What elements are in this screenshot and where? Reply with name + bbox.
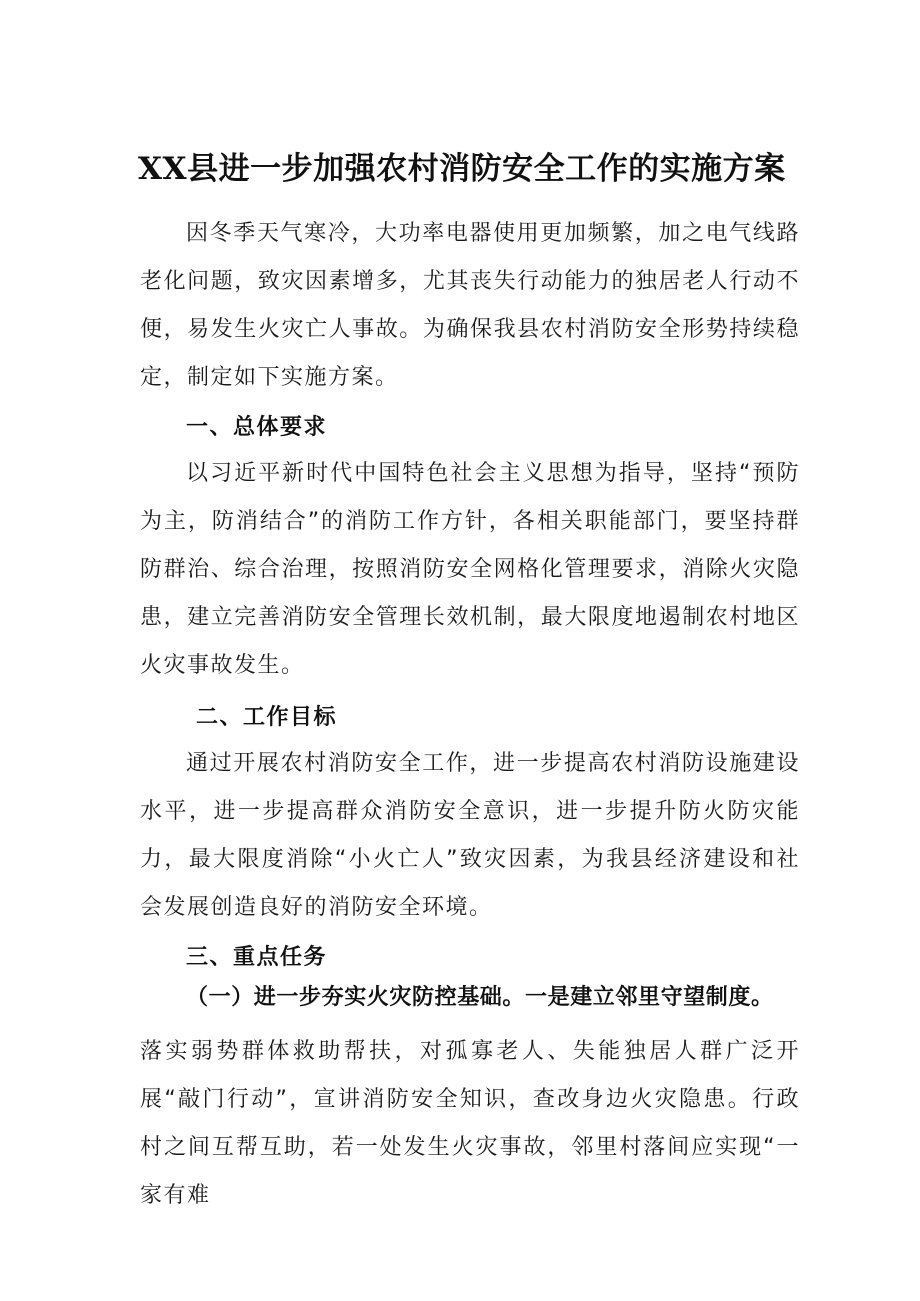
section-paragraph-overall-requirements: 以习近平新时代中国特色社会主义思想为指导，坚持“预防为主，防消结合”的消防工作方针，各相关职能部门，要坚持群防群治、综合治理，按照消防安全网格化管理要求，消除火灾隐患，建立完善消防安全管理长效机制，最大限度地遏制农村地区火灾事故发生。 — [140, 461, 800, 678]
section-paragraph-work-goals: 通过开展农村消防安全工作，进一步提高农村消防设施建设水平，进一步提高群众消防安全意识，进一步提升防火防灾能力，最大限度消除“小火亡人”致灾因素，为我县经济建设和社会发展创造良好的消防安全环境。 — [140, 751, 800, 920]
section-paragraph-key-tasks: 落实弱势群体救助帮扶，对孤寡老人、失能独居人群广泛开展“敲门行动”，宣讲消防安全知识，查改身边火灾隐患。行政村之间互帮互助，若一处发生火灾事故，邻里村落间应实现“一家有难 — [140, 1039, 800, 1208]
section-heading-overall-requirements: 一、总体要求 — [186, 415, 328, 440]
subsection-heading-fire-prevention: （一）进一步夯实火灾防控基础。一是建立邻里守望制度。 — [186, 985, 774, 1010]
document-title: XX县进一步加强农村消防安全工作的实施方案 — [138, 151, 786, 187]
section-heading-work-goals: 二、工作目标 — [196, 705, 338, 730]
intro-paragraph: 因冬季天气寒冷，大功率电器使用更加频繁，加之电气线路老化问题，致灾因素增多，尤其丧失行动能力的独居老人行动不便，易发生火灾亡人事故。为确保我县农村消防安全形势持续稳定，制定如下实施方案。 — [140, 221, 800, 390]
section-heading-key-tasks: 三、重点任务 — [186, 945, 328, 970]
